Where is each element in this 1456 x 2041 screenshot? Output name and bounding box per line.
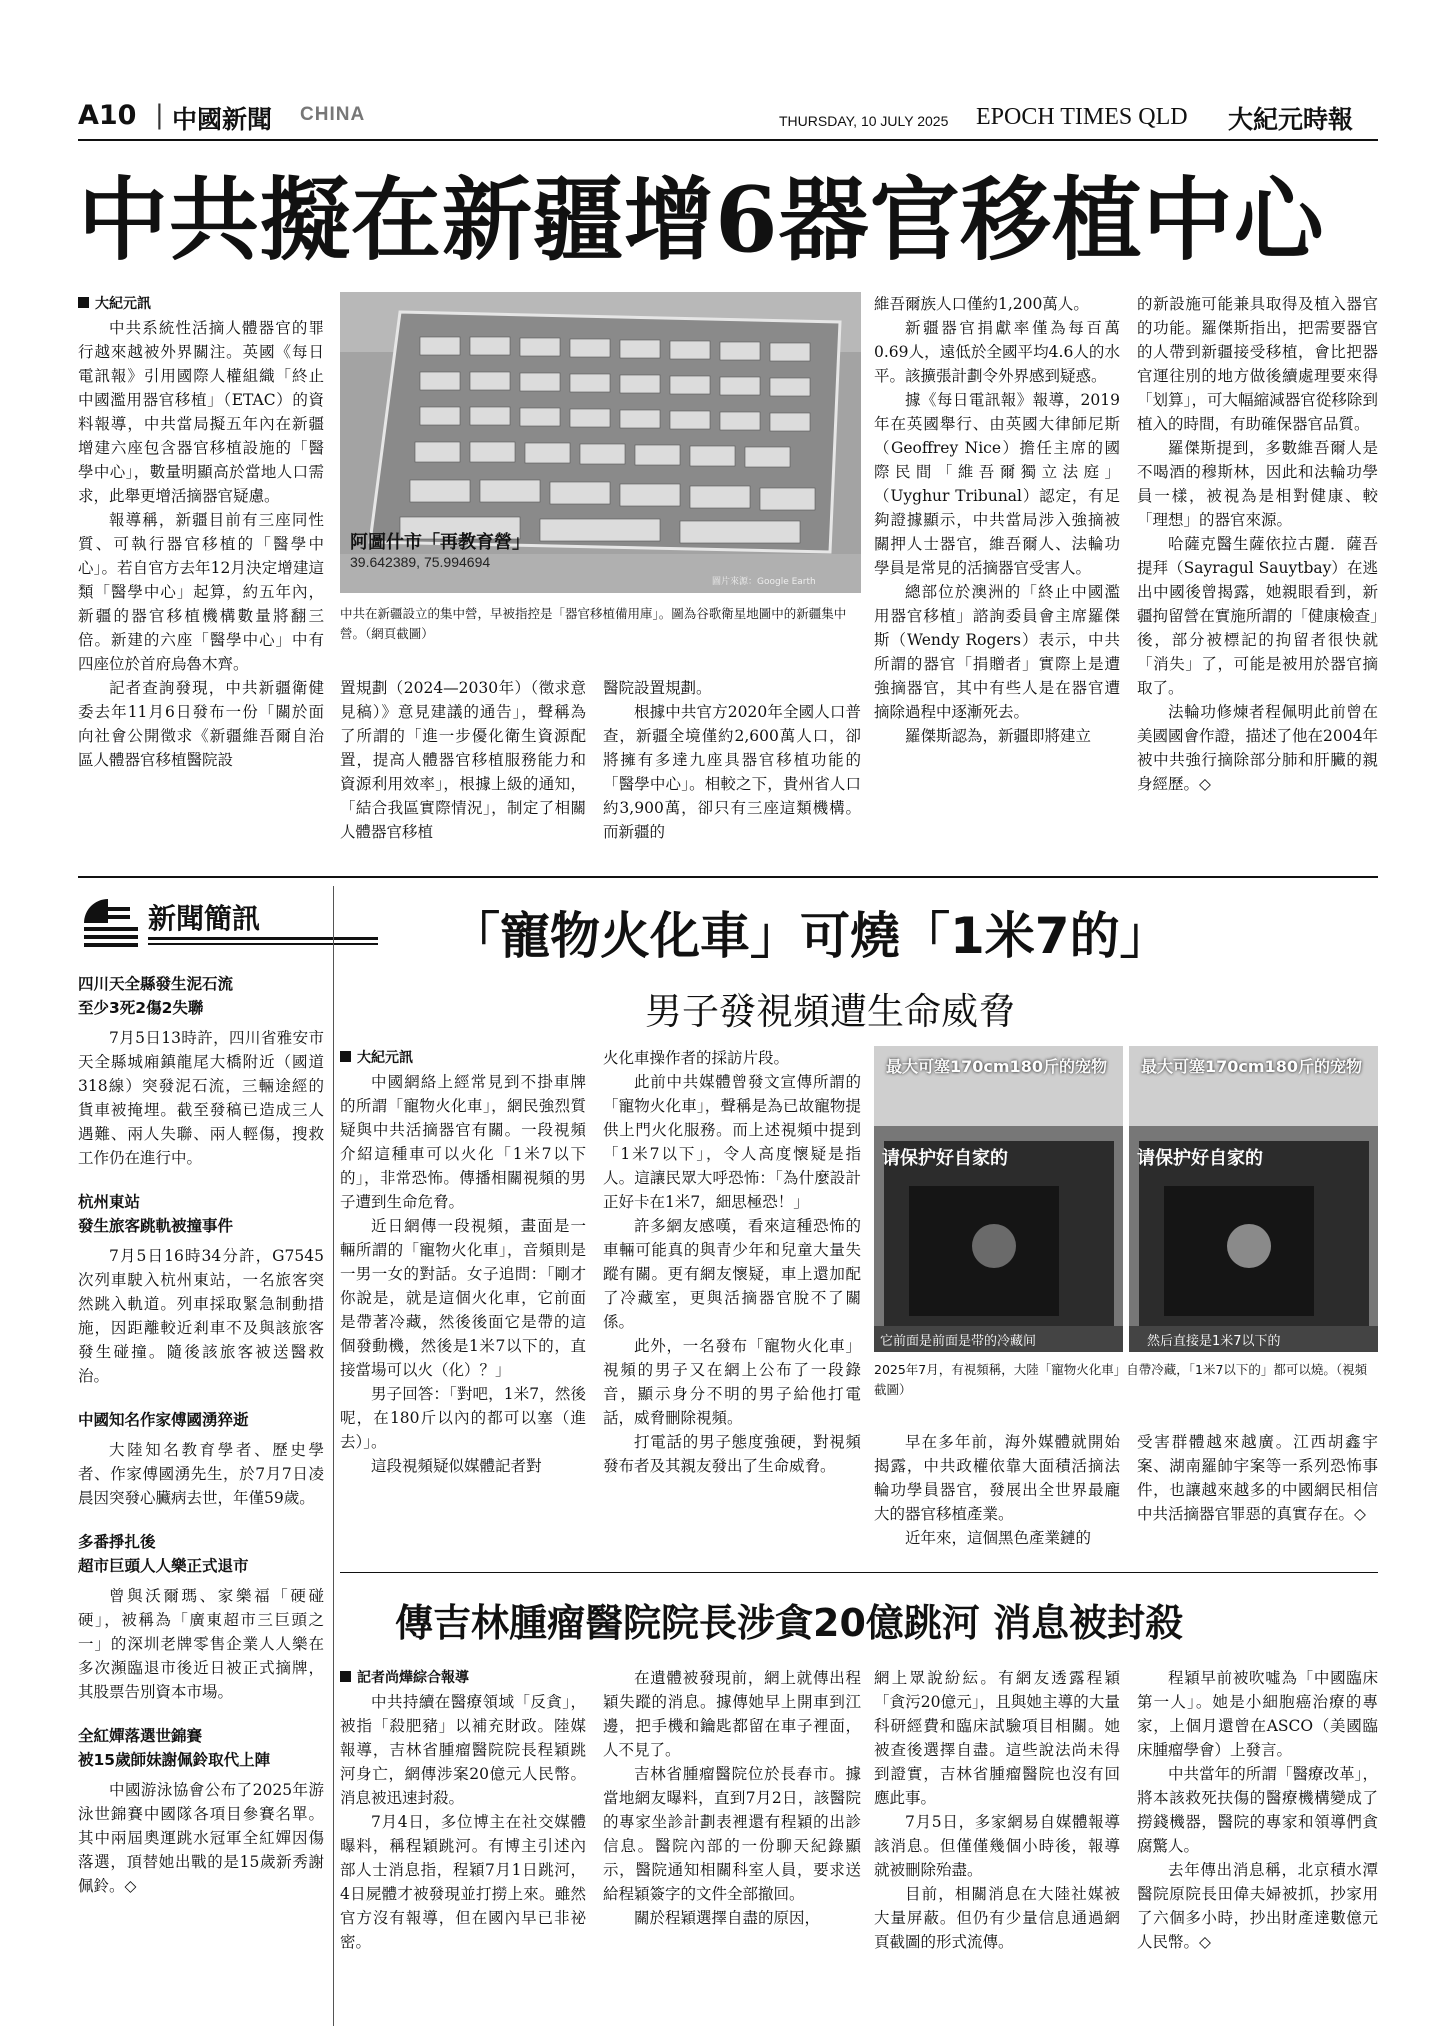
section-rule	[78, 876, 1378, 878]
story3-paragraph: 程穎早前被吹噓為「中國臨床第一人」。她是小細胞癌治療的專家，上個月還曾在ASCO（美國臨床腫瘤學會）上發言。	[1137, 1669, 1378, 1759]
paper-name: EPOCH TIMES QLD	[976, 104, 1188, 130]
story2-col3	[874, 1430, 1120, 1550]
story1-headline: 中共擬在新疆增6器官移植中心	[78, 167, 1325, 273]
story1-paragraph: 總部位於澳洲的「終止中國濫用器官移植」諮詢委員會主席羅傑斯（Wendy Rogers）表示，中共所謂的器官「捐贈者」實際上是遭強摘器官，其中有些人是在器官遭摘除過程中逐漸死去。	[874, 583, 1120, 721]
story2-paragraph: 中國網絡上經常見到不掛車牌的所謂「寵物火化車」，網民強烈質疑與中共活摘器官有關。一段視頻介紹這種車可以火化「1米7以下的」，非常恐怖。傳播相關視頻的男子遭到生命危脅。	[340, 1073, 586, 1211]
brief-title: 多番掙扎後	[78, 1533, 156, 1551]
story1-paragraph: 中共系統性活摘人體器官的罪行越來越被外界關注。英國《每日電訊報》引用國際人權組織「終止中國濫用器官移植」（ETAC）的資料報導，中共當局擬五年內在新疆增建六座包含器官移植設施的「醫學中心」，數量明顯高於當地人口需求，此舉更增活摘器官疑慮。	[78, 319, 324, 505]
story2-col1	[340, 1046, 586, 1478]
briefs-title: 新聞簡訊	[148, 902, 261, 935]
story1-paragraph: 的新設施可能兼具取得及植入器官的功能。羅傑斯指出，把需要器官的人帶到新疆接受移植，會比把器官運往別的地方做後續處理要來得「划算」，可大幅縮減器官從移除到植入的時間，有助確保器官品質。	[1137, 295, 1378, 433]
brief-item	[78, 1408, 324, 1510]
story1-paragraph: 法輪功修煉者程佩明此前曾在美國國會作證，描述了他在2004年被中共強行摘除部分肺和肝臟的親身經歷。◇	[1137, 703, 1378, 793]
video-banner-text: 最大可塞170cm180斤的宠物	[1141, 1057, 1362, 1076]
story1-paragraph: 據《每日電訊報》報導，2019年在英國舉行、由英國大律師尼斯（Geoffrey Nice）擔任主席的國際民間「維吾爾獨立法庭」（Uyghur Tribunal）認定，有足夠證據顯示，中共當局涉入強摘被關押人士器官，維吾爾人、法輪功學員是常見的活摘器官受害人。	[874, 391, 1120, 577]
story2-col2	[603, 1046, 861, 1478]
story2-paragraph: 男子回答：「對吧，1米7，然後呢，在180斤以內的都可以塞（進去）」。	[340, 1385, 586, 1451]
brief-item	[78, 972, 324, 1170]
story1-paragraph: 置規劃（2024—2030年）（徵求意見稿）》意見建議的通告」，聲稱為了所謂的「進一步優化衛生資源配置，提高人體器官移植服務能力和資源利用效率」，根據上級的通知，「結合我區實際情況」，制定了相關人體器官移植	[340, 679, 586, 841]
story2-paragraph: 近日網傳一段視頻，畫面是一輛所謂的「寵物火化車」，音頻則是一男一女的對話。女子追問：「剛才你說是，就是這個火化車，它前面是帶著冷藏，然後後面它是帶的這個發動機，然後是1米7以下的，直接當場可以火（化）？」	[340, 1217, 586, 1379]
video-sign-text: 请保护好自家的	[882, 1148, 1008, 1169]
briefs-logo-icon	[78, 893, 138, 951]
photo-location-label: 阿圖什市「再教育營」	[350, 532, 530, 553]
story2-photo	[874, 1046, 1378, 1352]
brief-subtitle: 發生旅客跳軌被撞事件	[78, 1217, 234, 1235]
video-sign-text: 请保护好自家的	[1137, 1148, 1263, 1169]
story1-col4	[874, 292, 1120, 748]
story3-paragraph: 網上眾說紛紜。有網友透露程穎「貪污20億元」，且與她主導的大量科研經費和臨床試驗項目相關。她被查後選擇自盡。這些說法尚未得到證實，吉林省腫瘤醫院也沒有回應此事。	[874, 1669, 1120, 1807]
brief-title: 中國知名作家傅國湧猝逝	[78, 1411, 249, 1429]
story1-paragraph: 羅傑斯認為，新疆即將建立	[905, 727, 1092, 745]
story2-paragraph: 受害群體越來越廣。江西胡鑫宇案、湖南羅帥宇案等一系列恐怖事件，也讓越來越多的中國網民相信中共活摘器官罪惡的真實存在。◇	[1137, 1433, 1378, 1523]
briefs-header	[78, 893, 328, 951]
story1-caption: 中共在新疆設立的集中營，早被指控是「器官移植備用庫」。圖為谷歌衛星地圖中的新疆集中營。（網頁截圖）	[340, 606, 847, 641]
brief-body: 曾與沃爾瑪、家樂福「硬碰硬」，被稱為「廣東超市三巨頭之一」的深圳老牌零售企業人人樂在多次瀕臨退市後近日被正式摘牌，其股票告別資本市場。	[78, 1587, 324, 1701]
video-subtitle-left: 它前面是前面是带的冷藏间	[880, 1334, 1037, 1349]
story1-paragraph: 報導稱，新疆目前有三座同性質、可執行器官移植的「醫學中心」。若自官方去年12月決定增建這類「醫學中心」起算，約五年內，新疆的器官移植機構數量將翻三倍。新建的六座「醫學中心」中有四座位於首府烏魯木齊。	[78, 511, 324, 673]
story2-paragraph: 此外，一名發布「寵物火化車」視頻的男子又在網上公布了一段錄音，顯示身分不明的男子給他打電話，威脅刪除視頻。	[603, 1337, 861, 1427]
brief-body: 7月5日16時34分許，G7545次列車駛入杭州東站，一名旅客突然跳入軌道。列車採取緊急制動措施，因距離較近剎車不及與該旅客發生碰撞。隨後該旅客被送醫救治。	[78, 1247, 324, 1385]
brief-body: 大陸知名教育學者、歷史學者、作家傅國湧先生，於7月7日凌晨因突發心臟病去世，年僅59歲。	[78, 1441, 324, 1507]
story3-col3	[874, 1666, 1120, 1954]
story2-paragraph: 早在多年前，海外媒體就開始揭露，中共政權依靠大面積活摘法輪功學員器官，發展出全世界最龐大的器官移植產業。	[874, 1433, 1120, 1523]
brief-item	[78, 1724, 324, 1898]
story1-paragraph: 記者查詢發現，中共新疆衛健委去年11月6日發布一份「關於面向社會公開徵求《新疆維吾爾自治區人體器官移植醫院設	[78, 679, 324, 769]
brief-body: 中國游泳協會公布了2025年游泳世錦賽中國隊各項目參賽名單。其中兩屆奧運跳水冠軍全紅嬋因傷落選，頂替她出戰的是15歲新秀謝佩鈴。◇	[78, 1781, 324, 1895]
story2-paragraph: 此前中共媒體曾發文宣傳所謂的「寵物火化車」，聲稱是為已故寵物提供上門火化服務。而上述視頻中提到「1米7以下」，令人高度懷疑是指人。這讓民眾大呼恐怖：「為什麼設計正好卡在1米7，細思極恐！」	[603, 1073, 861, 1211]
story3-paragraph: 目前，相關消息在大陸社媒被大量屏蔽。但仍有少量信息通過網頁截圖的形式流傳。	[874, 1885, 1120, 1951]
story1-paragraph: 哈薩克醫生薩依拉古麗．薩吾提拜（Sayragul Sauytbay）在逃出中國後曾揭露，她親眼看到，新疆拘留營在實施所謂的「健康檢查」後，部分被標記的拘留者很快就「消失」了，可能是被用於器官摘取了。	[1137, 535, 1378, 697]
story3-paragraph: 中共當年的所謂「醫療改革」，將本該救死扶傷的醫療機構變成了撈錢機器，醫院的專家和領導們貪腐驚人。	[1137, 1765, 1378, 1855]
story2-byline: 大紀元訊	[340, 1046, 586, 1070]
story2-caption: 2025年7月，有視頻稱，大陸「寵物火化車」自帶冷藏，「1米7以下的」都可以燒。（視頻截圖）	[874, 1362, 1368, 1397]
story1-col5	[1137, 292, 1378, 796]
sidebar-divider	[333, 886, 334, 2026]
story3-col2	[603, 1666, 861, 1930]
story1-paragraph: 羅傑斯提到，多數維吾爾人是不喝酒的穆斯林，因此和法輪功學員一樣，被視為是相對健康、較「理想」的器官來源。	[1137, 439, 1378, 529]
story2-paragraph: 這段視頻疑似媒體記者對	[371, 1457, 542, 1475]
paper-name-cn: 大紀元時報	[1228, 105, 1354, 134]
story3-paragraph: 在遺體被發現前，網上就傳出程穎失蹤的消息。據傳她早上開車到江邊，把手機和鑰匙都留在車子裡面，人不見了。	[603, 1669, 861, 1759]
story2-paragraph: 近年來，這個黑色產業鏈的	[905, 1529, 1092, 1547]
story3-paragraph: 7月5日，多家網易自媒體報導該消息。但僅僅幾個小時後，報導就被刪除殆盡。	[874, 1813, 1120, 1879]
story3-paragraph: 關於程穎選擇自盡的原因，	[634, 1909, 821, 1927]
story3-col1	[340, 1666, 586, 1954]
brief-subtitle: 超市巨頭人人樂正式退市	[78, 1557, 249, 1575]
story1-paragraph: 根據中共官方2020年全國人口普查，新疆全境僅約2,600萬人口，卻將擁有多達九座具器官移植功能的「醫學中心」。相較之下，貴州省人口約3,900萬，卻只有三座這類機構。而新疆的	[603, 703, 861, 841]
header-separator: |	[155, 100, 164, 130]
story2-paragraph: 打電話的男子態度強硬，對視頻發布者及其親友發出了生命威脅。	[603, 1433, 861, 1475]
story2-headline: 「寵物火化車」可燒「1米7的」	[450, 907, 1170, 965]
story1-col1	[78, 292, 324, 772]
pet-cremation-van-image	[1129, 1046, 1378, 1352]
story2-subhead: 男子發視頻遭生命威脅	[645, 990, 1015, 1033]
story3-paragraph: 7月4日，多位博主在社交媒體曝料，稱程穎跳河。有博主引述內部人士消息指，程穎7月1日跳河，4日屍體才被發現並打撈上來。雖然官方沒有報導，但在國內早已非祕密。	[340, 1813, 586, 1951]
story3-col4	[1137, 1666, 1378, 1954]
brief-subtitle: 至少3死2傷2失聯	[78, 999, 204, 1017]
photo-coordinates: 39.642389, 75.994694	[350, 554, 491, 570]
story1-paragraph: 新疆器官捐獻率僅為每百萬0.69人，遠低於全國平均4.6人的水平。該擴張計劃令外界感到疑惑。	[874, 319, 1120, 385]
brief-body: 7月5日13時許，四川省雅安市天全縣城廂鎮龍尾大橋附近（國道318線）突發泥石流，三輛途經的貨車被掩埋。截至發稿已造成三人遇難、兩人失聯、兩人輕傷，搜救工作仍在進行中。	[78, 1029, 324, 1167]
page-number: A10	[78, 100, 137, 131]
story3-paragraph: 去年傳出消息稱，北京積水潭醫院原院長田偉夫婦被抓，抄家用了六個多小時，抄出財產達數億元人民幣。◇	[1137, 1861, 1378, 1951]
video-still-right	[1129, 1046, 1378, 1352]
story1-col2	[340, 676, 586, 844]
brief-item	[78, 1190, 324, 1388]
story3-headline: 傳吉林腫瘤醫院院長涉貪20億跳河 消息被封殺	[395, 1601, 1184, 1645]
section-name-en: CHINA	[300, 104, 366, 125]
issue-date: THURSDAY, 10 JULY 2025	[779, 113, 949, 129]
brief-title: 全紅嬋落選世錦賽	[78, 1727, 203, 1745]
brief-title: 四川天全縣發生泥石流	[78, 975, 234, 993]
video-subtitle-right: 然后直接是1米7以下的	[1147, 1334, 1281, 1349]
story1-paragraph: 維吾爾族人口僅約1,200萬人。	[874, 295, 1089, 313]
video-still-left	[874, 1046, 1123, 1352]
story1-photo	[340, 292, 861, 593]
pet-cremation-van-image	[874, 1046, 1123, 1352]
brief-title: 杭州東站	[78, 1193, 141, 1211]
story3-paragraph: 吉林省腫瘤醫院位於長春市。據當地網友曝料，直到7月2日，該醫院的專家坐診計劃表裡還有程穎的出診信息。醫院內部的一份聊天紀錄顯示，醫院通知相關科室人員，要求送給程穎簽字的文件全部撤回。	[603, 1765, 861, 1903]
video-banner-text: 最大可塞170cm180斤的宠物	[886, 1057, 1107, 1076]
story1-byline: 大紀元訊	[78, 292, 324, 316]
section-name: 中國新聞	[172, 105, 273, 134]
story2-col4	[1137, 1430, 1378, 1526]
story1-col3	[603, 676, 861, 844]
story3-rule	[340, 1572, 1378, 1573]
story1-paragraph: 醫院設置規劃。	[603, 679, 712, 697]
story3-byline: 記者尚燁綜合報導	[340, 1666, 586, 1690]
story3-paragraph: 中共持續在醫療領域「反貪」，被指「殺肥豬」以補充財政。陸媒報導，吉林省腫瘤醫院院長程穎跳河身亡，網傳涉案20億元人民幣。消息被迅速封殺。	[340, 1693, 586, 1807]
photo-credit: 圖片來源：Google Earth	[712, 577, 816, 587]
story2-paragraph: 火化車操作者的採訪片段。	[603, 1049, 790, 1067]
story2-paragraph: 許多網友感嘆，看來這種恐怖的車輛可能真的與青少年和兒童大量失蹤有關。更有網友懷疑，車上還加配了冷藏室，更與活摘器官脫不了關係。	[603, 1217, 861, 1331]
brief-item	[78, 1530, 324, 1704]
header-rule	[78, 139, 1378, 141]
brief-subtitle: 被15歲師妹謝佩鈴取代上陣	[78, 1751, 271, 1769]
briefs-list	[78, 972, 324, 1898]
